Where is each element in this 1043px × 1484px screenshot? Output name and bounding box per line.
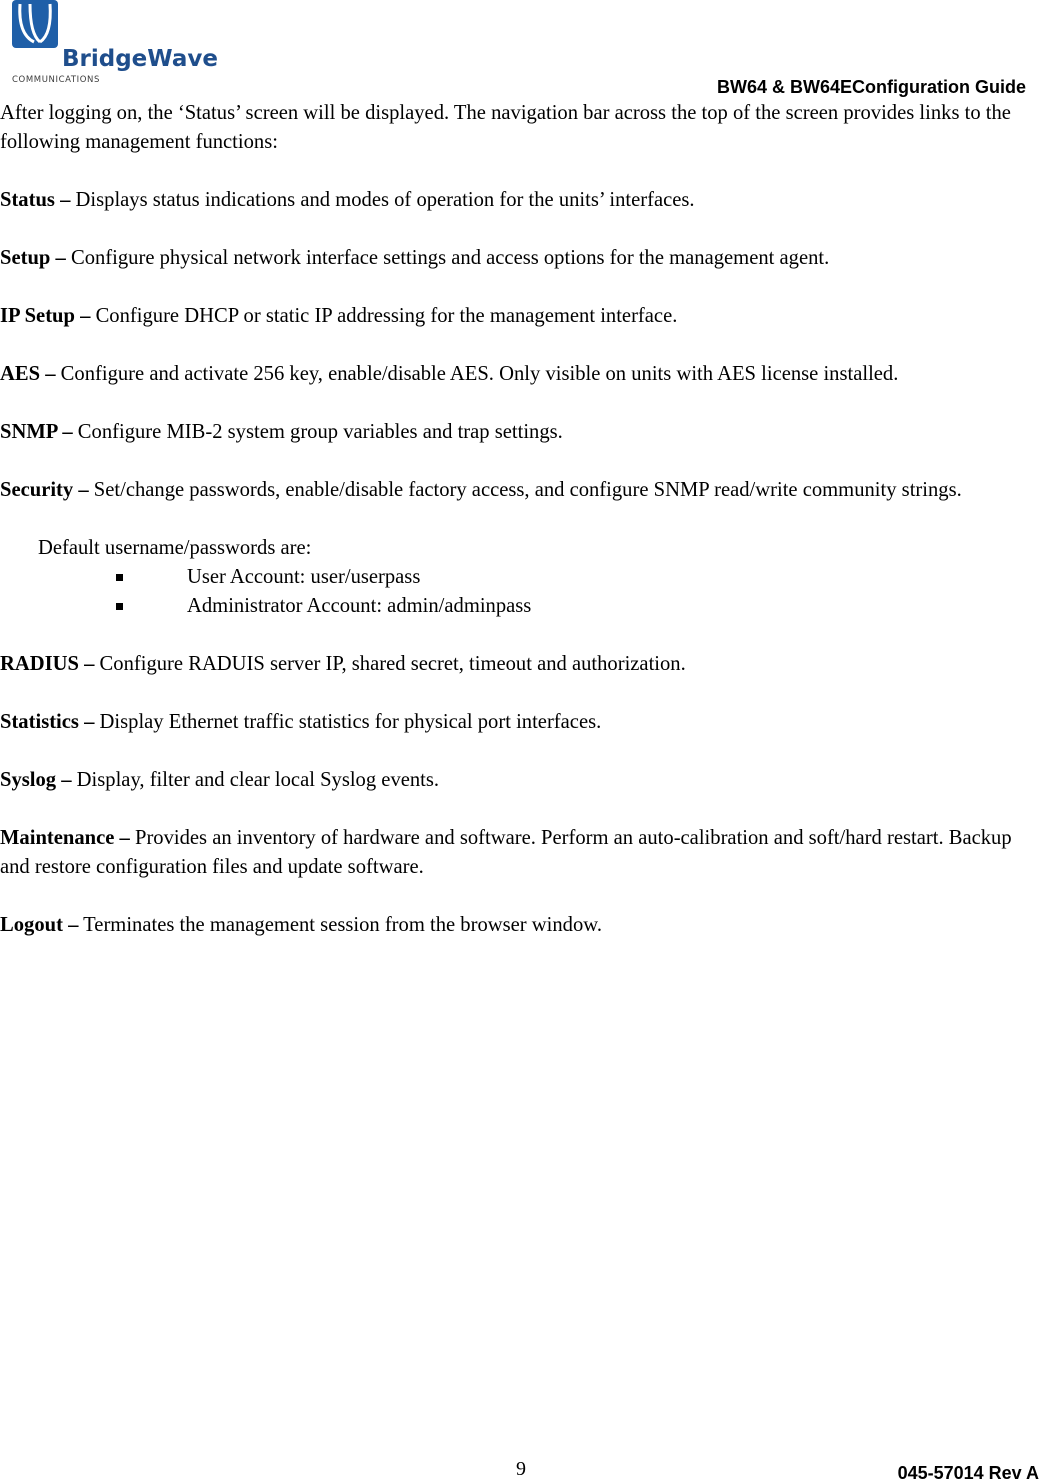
function-setup — [0, 244, 1040, 273]
defaults-label: Default username/passwords are: — [38, 537, 312, 559]
function-snmp — [0, 418, 1040, 447]
function-term: RADIUS – — [0, 653, 95, 675]
function-term: Setup – — [0, 247, 66, 269]
function-desc: Configure and activate 256 key, enable/disable AES. Only visible on units with AES license installed. — [55, 363, 899, 385]
document-title: BW64 & BW64EConfiguration Guide — [716, 77, 1026, 97]
function-desc: Configure DHCP or static IP addressing for the management interface. — [90, 305, 678, 327]
account-text: Administrator Account: admin/adminpass — [187, 595, 532, 617]
list-item — [0, 563, 1040, 592]
function-logout — [0, 911, 1040, 940]
function-term: IP Setup – — [0, 305, 91, 327]
function-term: AES – — [0, 363, 56, 385]
function-aes — [0, 360, 1040, 389]
function-desc: Configure RADUIS server IP, shared secret, timeout and authorization. — [94, 653, 686, 675]
function-statistics — [0, 708, 1040, 737]
function-term: Security – — [0, 479, 89, 501]
bridgewave-logo-icon — [10, 0, 70, 52]
list-item — [0, 592, 1040, 621]
function-status — [0, 186, 1040, 215]
function-desc: Displays status indications and modes of operation for the units’ interfaces. — [70, 189, 695, 211]
default-accounts-list — [0, 563, 1040, 621]
function-term: Status – — [0, 189, 71, 211]
function-desc: Configure MIB-2 system group variables and trap settings. — [72, 421, 563, 443]
function-desc: Provides an inventory of hardware and software. Perform an auto-calibration and soft/hard restart. Backup and restore configuration files and update software. — [0, 827, 1012, 878]
logo-name: BridgeWave — [62, 46, 218, 72]
function-term: Logout – — [0, 914, 79, 936]
function-maintenance — [0, 824, 1040, 882]
function-desc: Set/change passwords, enable/disable factory access, and configure SNMP read/write community strings. — [88, 479, 962, 501]
function-term: Statistics – — [0, 711, 95, 733]
bullet-square-icon — [116, 574, 123, 581]
function-desc: Display, filter and clear local Syslog events. — [71, 769, 440, 791]
function-term: SNMP – — [0, 421, 73, 443]
bridgewave-logo — [10, 0, 218, 90]
document-body — [0, 99, 1040, 969]
function-security — [0, 476, 1040, 505]
document-revision: 045-57014 Rev A — [897, 1463, 1039, 1483]
function-radius — [0, 650, 1040, 679]
page-number: 9 — [516, 1458, 526, 1480]
function-desc: Display Ethernet traffic statistics for physical port interfaces. — [94, 711, 602, 733]
account-text: User Account: user/userpass — [187, 566, 421, 588]
logo-subtitle: COMMUNICATIONS — [12, 75, 101, 85]
function-term: Syslog – — [0, 769, 72, 791]
bullet-square-icon — [116, 603, 123, 610]
function-desc: Configure physical network interface settings and access options for the management agent. — [65, 247, 830, 269]
function-desc: Terminates the management session from the browser window. — [78, 914, 602, 936]
function-ip-setup — [0, 302, 1040, 331]
function-term: Maintenance – — [0, 827, 130, 849]
intro-paragraph: After logging on, the ‘Status’ screen will be displayed. The navigation bar across the top of the screen provides links to the following management functions: — [0, 102, 1011, 153]
function-syslog — [0, 766, 1040, 795]
